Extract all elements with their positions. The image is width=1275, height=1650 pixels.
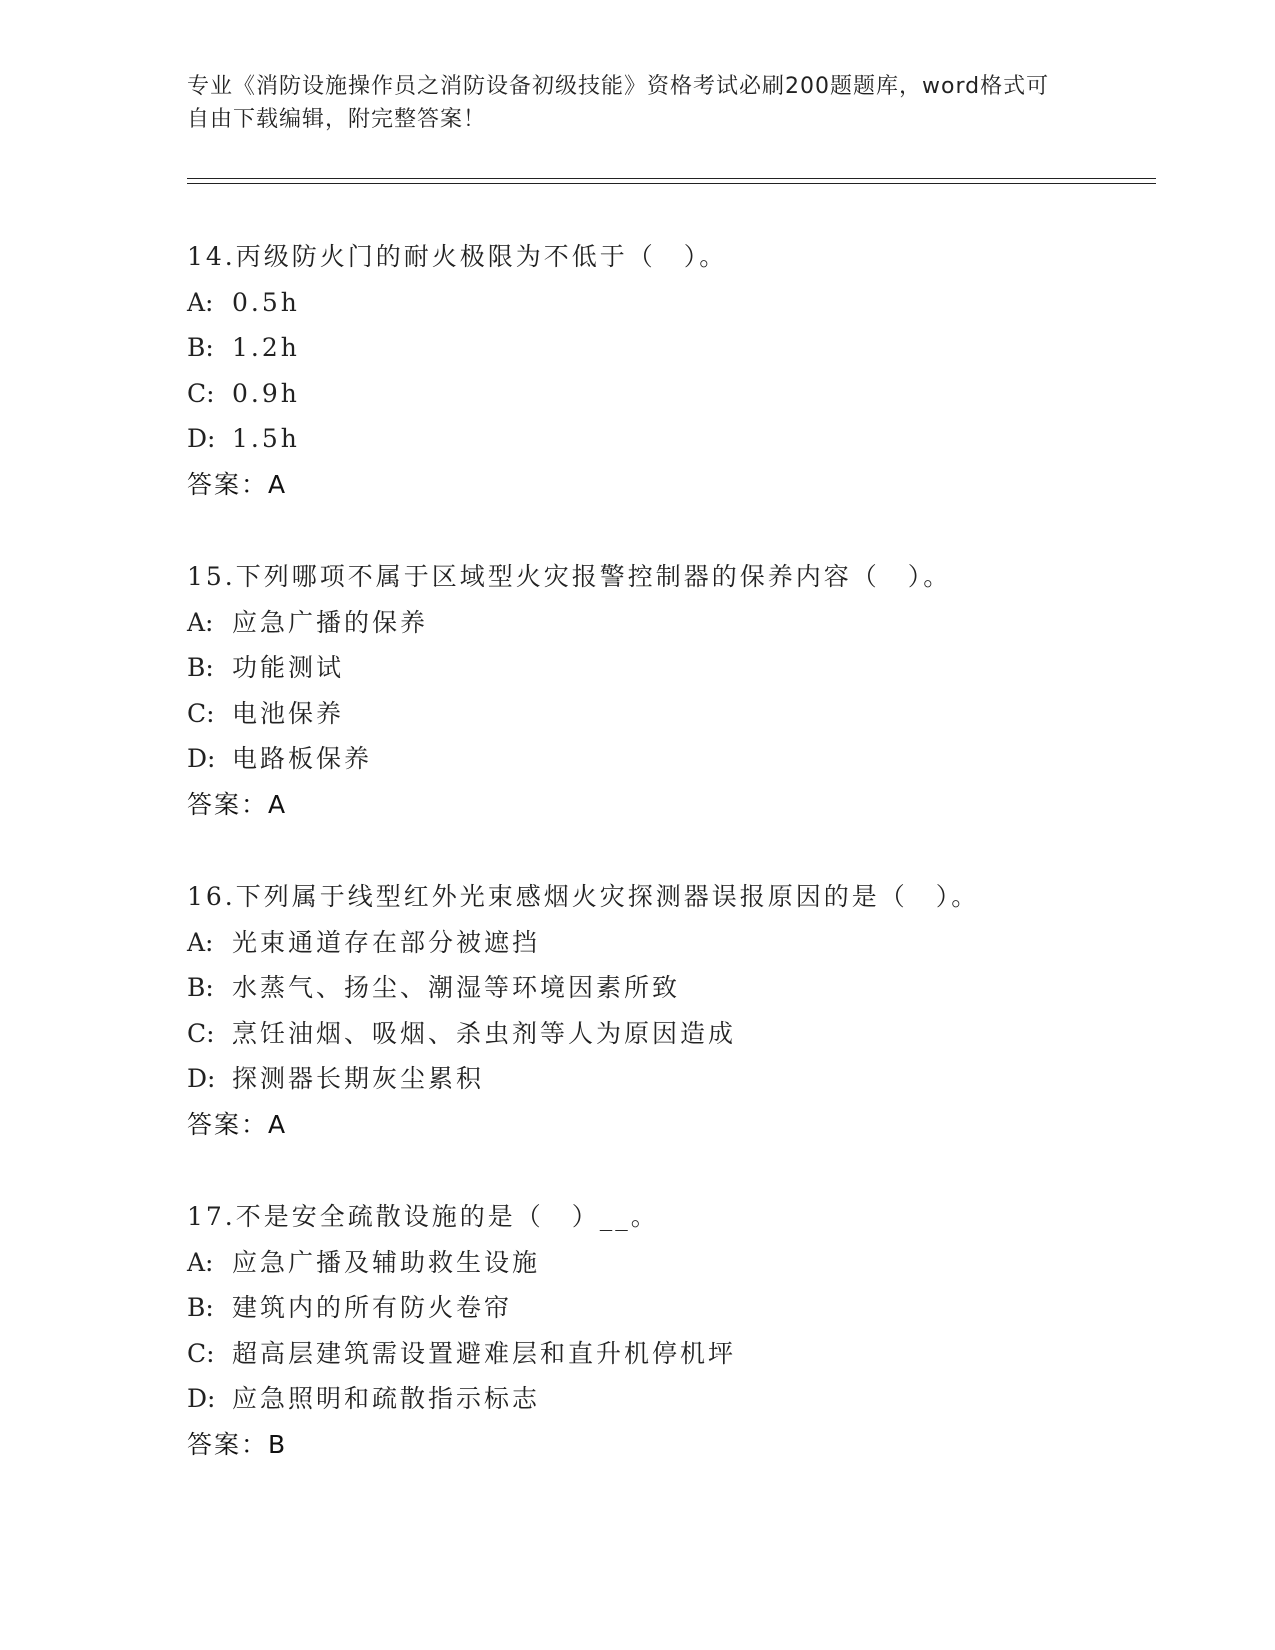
option-text: 0.9h [232, 378, 300, 408]
option-c [187, 1331, 1147, 1377]
answer-label: 答案：B [187, 1429, 288, 1459]
option-letter: C: [187, 1338, 215, 1368]
option-text: 电路板保养 [232, 744, 373, 773]
option-d [187, 1376, 1147, 1422]
option-text: 应急广播及辅助救生设施 [232, 1247, 541, 1277]
header-divider-top [187, 178, 1156, 179]
option-letter: B: [187, 653, 214, 682]
question-15 [187, 554, 1147, 827]
option-a [187, 1240, 1147, 1286]
option-text: 水蒸气、扬尘、潮湿等环境因素所致 [232, 973, 681, 1002]
document-header: 专业《消防设施操作员之消防设备初级技能》资格考试必刷200题题库，word格式可自由下载编辑，附完整答案！ [187, 74, 1050, 132]
option-letter: C: [187, 378, 215, 408]
option-b [187, 965, 1147, 1011]
option-text: 0.5h [232, 287, 300, 317]
option-d [187, 1056, 1147, 1102]
option-text: 1.5h [232, 424, 300, 453]
option-a [187, 920, 1147, 966]
question-stem: 16.下列属于线型红外光束感烟火灾探测器误报原因的是（ ）。 [187, 882, 980, 911]
question-stem: 14.丙级防火门的耐火极限为不低于（ ）。 [187, 242, 728, 271]
question-17 [187, 1194, 1147, 1467]
answer-label: 答案：A [187, 789, 288, 819]
option-d [187, 416, 1147, 462]
header-divider-bottom [187, 183, 1156, 184]
option-c [187, 371, 1147, 417]
option-letter: A: [187, 607, 214, 637]
option-text: 1.2h [232, 333, 300, 362]
answer-label: 答案：A [187, 1109, 288, 1139]
option-text: 电池保养 [232, 698, 345, 728]
option-text: 应急广播的保养 [232, 607, 429, 637]
answer-label: 答案：A [187, 469, 288, 499]
option-b [187, 645, 1147, 691]
question-stem: 17.不是安全疏散设施的是（ ）__。 [187, 1202, 659, 1231]
option-letter: B: [187, 973, 214, 1002]
option-letter: A: [187, 287, 214, 317]
option-text: 烹饪油烟、吸烟、杀虫剂等人为原因造成 [232, 1018, 737, 1048]
option-a [187, 280, 1147, 326]
option-letter: D: [187, 424, 216, 453]
option-letter: A: [187, 927, 214, 957]
option-letter: D: [187, 744, 216, 773]
option-text: 应急照明和疏散指示标志 [232, 1384, 541, 1413]
option-c [187, 1011, 1147, 1057]
option-a [187, 600, 1147, 646]
question-14 [187, 234, 1147, 507]
option-text: 功能测试 [232, 653, 345, 682]
option-letter: C: [187, 698, 215, 728]
option-b [187, 325, 1147, 371]
option-text: 建筑内的所有防火卷帘 [232, 1293, 513, 1322]
option-c [187, 691, 1147, 737]
option-letter: B: [187, 333, 214, 362]
option-letter: D: [187, 1384, 216, 1413]
option-letter: C: [187, 1018, 215, 1048]
option-letter: A: [187, 1247, 214, 1277]
option-text: 超高层建筑需设置避难层和直升机停机坪 [232, 1338, 737, 1368]
question-stem: 15.下列哪项不属于区域型火灾报警控制器的保养内容（ ）。 [187, 562, 952, 591]
question-16 [187, 874, 1147, 1147]
option-letter: D: [187, 1064, 216, 1093]
option-d [187, 736, 1147, 782]
option-text: 探测器长期灰尘累积 [232, 1064, 485, 1093]
option-letter: B: [187, 1293, 214, 1322]
option-text: 光束通道存在部分被遮挡 [232, 927, 541, 957]
option-b [187, 1285, 1147, 1331]
